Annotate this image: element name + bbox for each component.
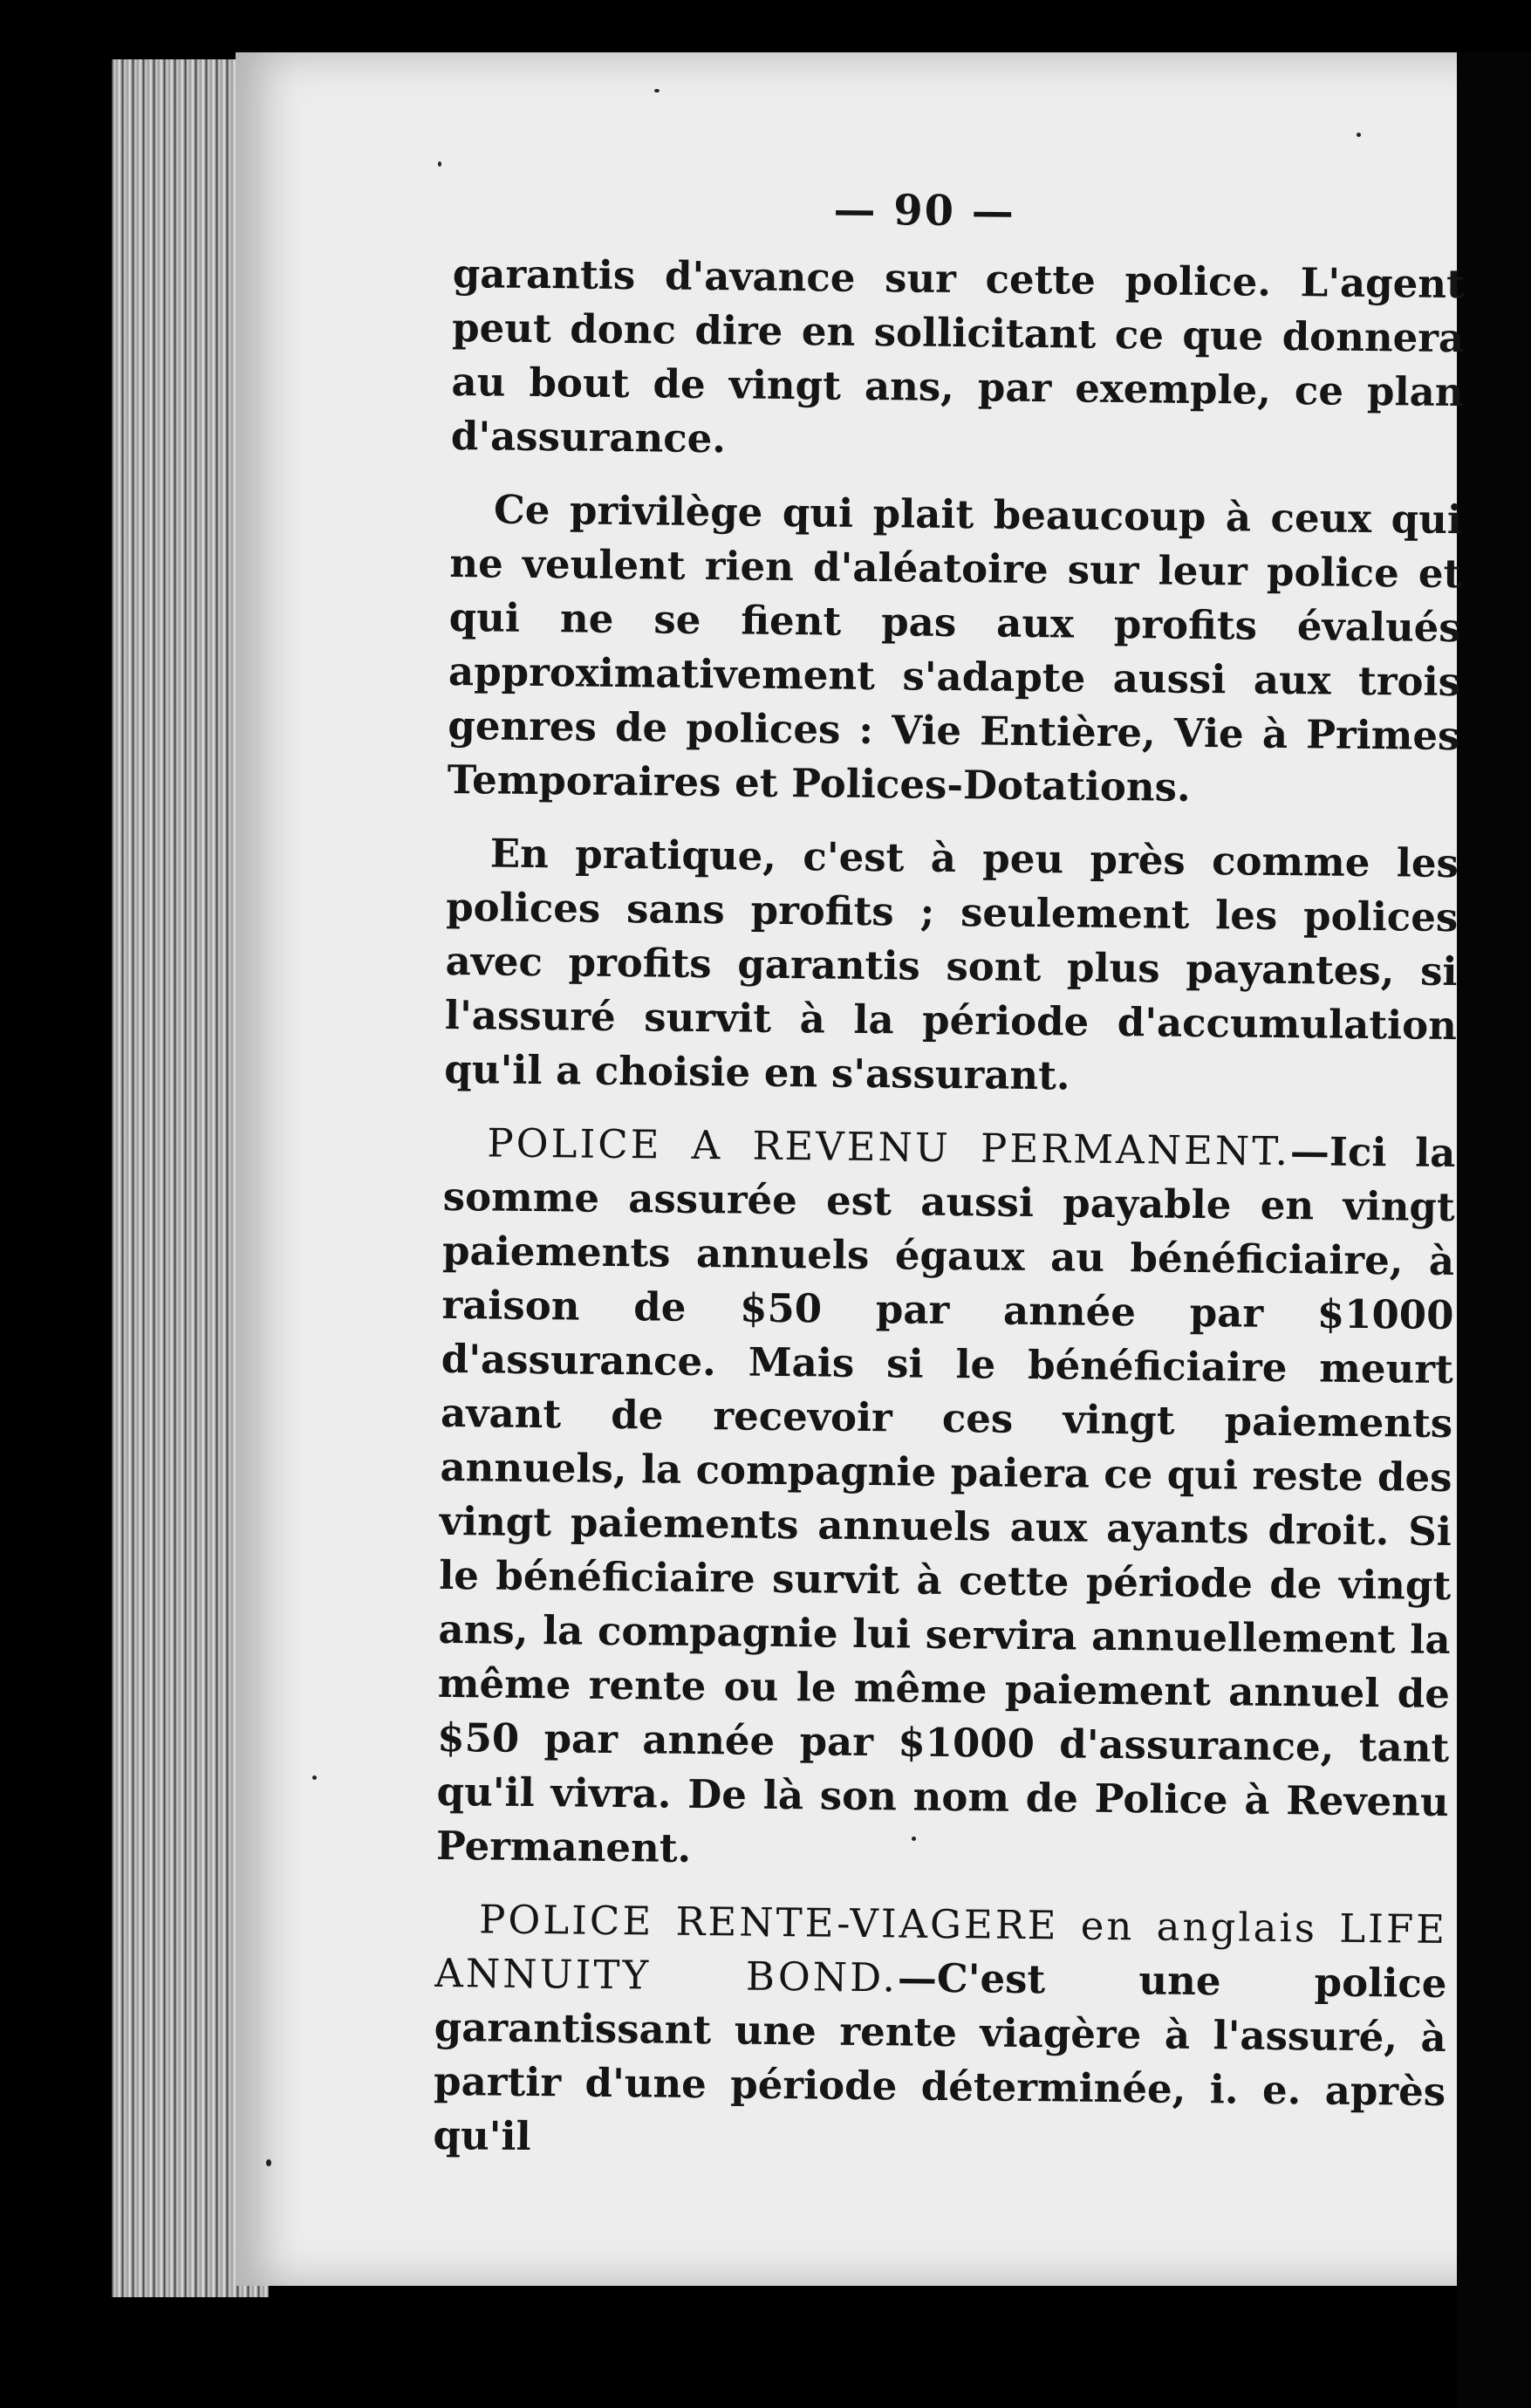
paragraph-5-text: —C'est une police garantissant une rente viagère à l'assuré, à partir d'une période déterminée, i. e. après qu'il: [433, 1954, 1447, 2160]
paragraph-3-text: En pratique, c'est à peu près comme les polices sans profits ; seulement les polices avec profits garantis sont plus payantes, si l'assuré survit à la période d'accumulation qu'il a choisie en s'assurant.: [444, 830, 1459, 1099]
paragraph-3: [444, 826, 1459, 1107]
section-heading-revenu-permanent: POLICE A REVENU PERMANENT.: [487, 1119, 1291, 1175]
page-number: — 90 —: [833, 185, 1016, 236]
paragraph-2: [447, 482, 1462, 817]
paragraph-5: [433, 1892, 1447, 2173]
section-heading-rente-viagere: POLICE RENTE-VIAGERE en anglais LIFE ANNUITY BOND.: [434, 1896, 1448, 2001]
paragraph-4-text: —Ici la somme assurée est aussi payable en vingt paiements annuels égaux au bénéficiaire, à raison de $50 par année par $1000 d'assurance. Mais si le bénéficiaire meurt avant de recevoir ces vingt paiements annuels, la compagnie paiera ce qui reste des vingt paiements annuels aux ayants droit. Si le bénéficiaire survit à cette période de vingt ans, la compagnie lui servira annuellement la même rente ou le même paiement annuel de $50 par année par $1000 d'assurance, tant qu'il vivra. De là son nom de Police à Revenu Permanent.: [435, 1128, 1456, 1871]
paragraph-2-text: Ce privilège qui plait beaucoup à ceux qui ne veulent rien d'aléatoire sur leur police et qui ne se fient pas aux profits évalués approximativement s'adapte aussi aux trois genres de polices : Vie Entière, Vie à Primes Temporaires et Polices-Dotations.: [447, 486, 1463, 811]
page-gutter-shadow: [1457, 52, 1531, 2408]
paragraph-1-text: garantis d'avance sur cette police. L'agent peut donc dire en sollicitant ce que donnera au bout de vingt ans, par exemple, ce plan d'assurance.: [450, 250, 1466, 462]
page-text: [433, 179, 1466, 2193]
paragraph-4: [436, 1116, 1456, 1884]
paragraph-1: [451, 247, 1466, 474]
